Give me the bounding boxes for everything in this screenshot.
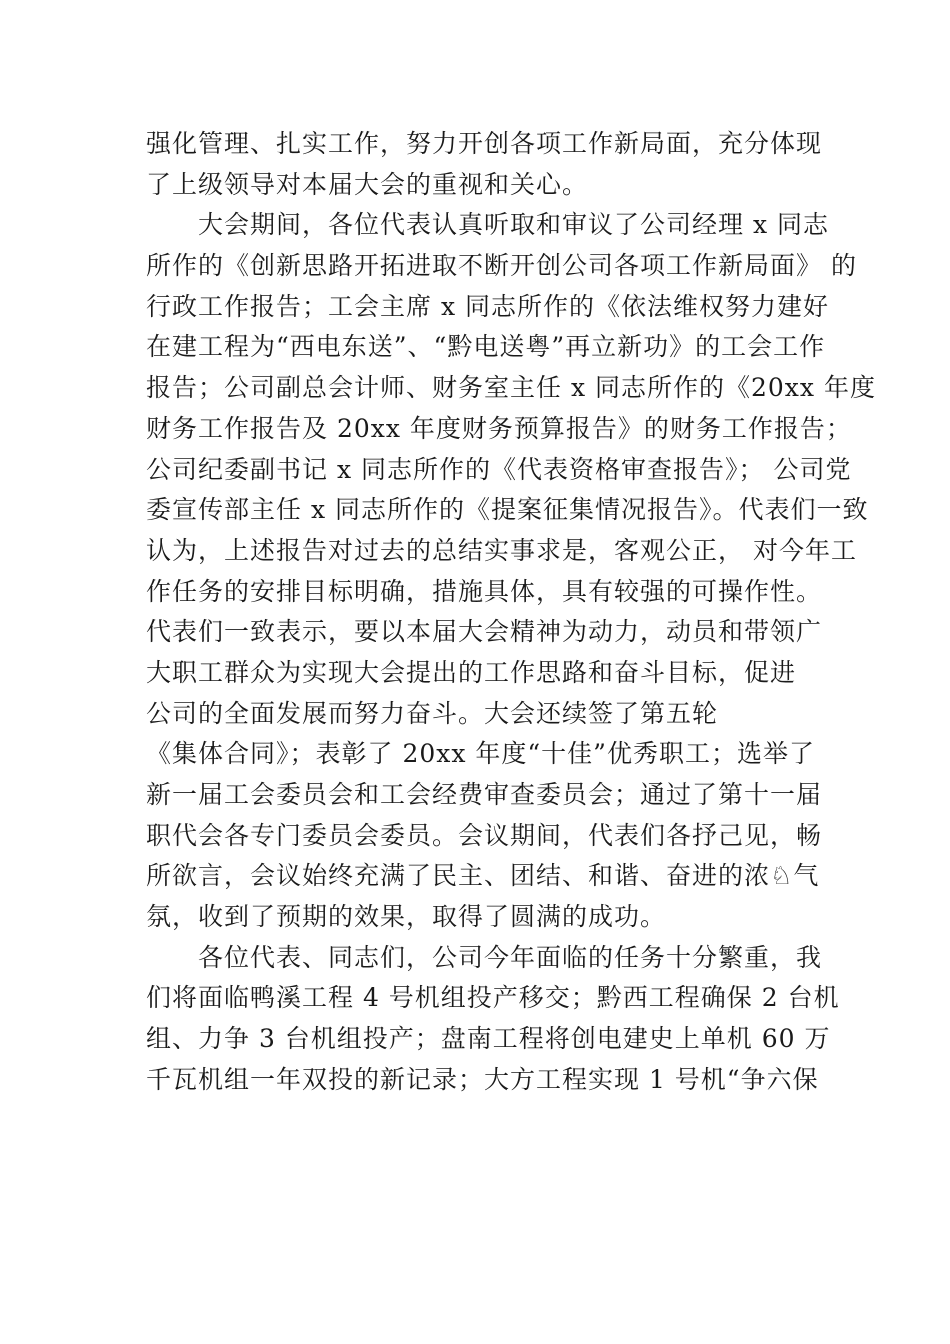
text-line: 公司纪委副书记 x 同志所作的《代表资格审查报告》； 公司党 — [146, 454, 852, 484]
text-line: 所欲言，会议始终充满了民主、团结、和谐、奋进的浓♘气 — [146, 861, 820, 891]
body-text — [146, 124, 876, 1101]
text-line: 了上级领导对本届大会的重视和关心。 — [146, 169, 589, 199]
text-line: 千瓦机组一年双投的新记录；大方工程实现 1 号机“争六保 — [146, 1064, 819, 1094]
text-line: 委宣传部主任 x 同志所作的《提案征集情况报告》。代表们一致 — [146, 495, 869, 525]
text-line: 财务工作报告及 20xx 年度财务预算报告》的财务工作报告； — [146, 413, 852, 443]
text-line: 组、力争 3 台机组投产；盘南工程将创电建史上单机 60 万 — [146, 1024, 831, 1054]
text-line: 大会期间，各位代表认真听取和审议了公司经理 x 同志 — [146, 210, 829, 240]
text-line: 作任务的安排目标明确，措施具体，具有较强的可操作性。 — [146, 576, 823, 606]
text-line: 报告；公司副总会计师、财务室主任 x 同志所作的《20xx 年度 — [146, 373, 876, 403]
text-line: 公司的全面发展而努力奋斗。大会还续签了第五轮 — [146, 698, 719, 728]
text-line: 强化管理、扎实工作，努力开创各项工作新局面，充分体现 — [146, 129, 823, 158]
text-line: 代表们一致表示，要以本届大会精神为动力，动员和带领广 — [146, 617, 823, 647]
text-line: 所作的《创新思路开拓进取不断开创公司各项工作新局面》 的 — [146, 251, 857, 281]
text-line: 各位代表、同志们，公司今年面临的任务十分繁重，我 — [146, 942, 823, 972]
text-line: 们将面临鸭溪工程 4 号机组投产移交；黔西工程确保 2 台机 — [146, 983, 840, 1013]
text-line: 大职工群众为实现大会提出的工作思路和奋斗目标，促进 — [146, 657, 797, 687]
text-line: 认为，上述报告对过去的总结实事求是，客观公正， 对今年工 — [146, 535, 857, 565]
text-line: 新一届工会委员会和工会经费审查委员会；通过了第十一届 — [146, 780, 823, 809]
text-line: 氛，收到了预期的效果，取得了圆满的成功。 — [146, 902, 667, 932]
text-line: 行政工作报告；工会主席 x 同志所作的《依法维权努力建好 — [146, 291, 829, 321]
text-line: 《集体合同》；表彰了 20xx 年度“十佳”优秀职工；选举了 — [146, 739, 815, 769]
text-line: 职代会各专门委员会委员。会议期间，代表们各抒己见，畅 — [146, 820, 823, 850]
text-line: 在建工程为“西电东送”、“黔电送粤”再立新功》的工会工作 — [146, 332, 826, 362]
